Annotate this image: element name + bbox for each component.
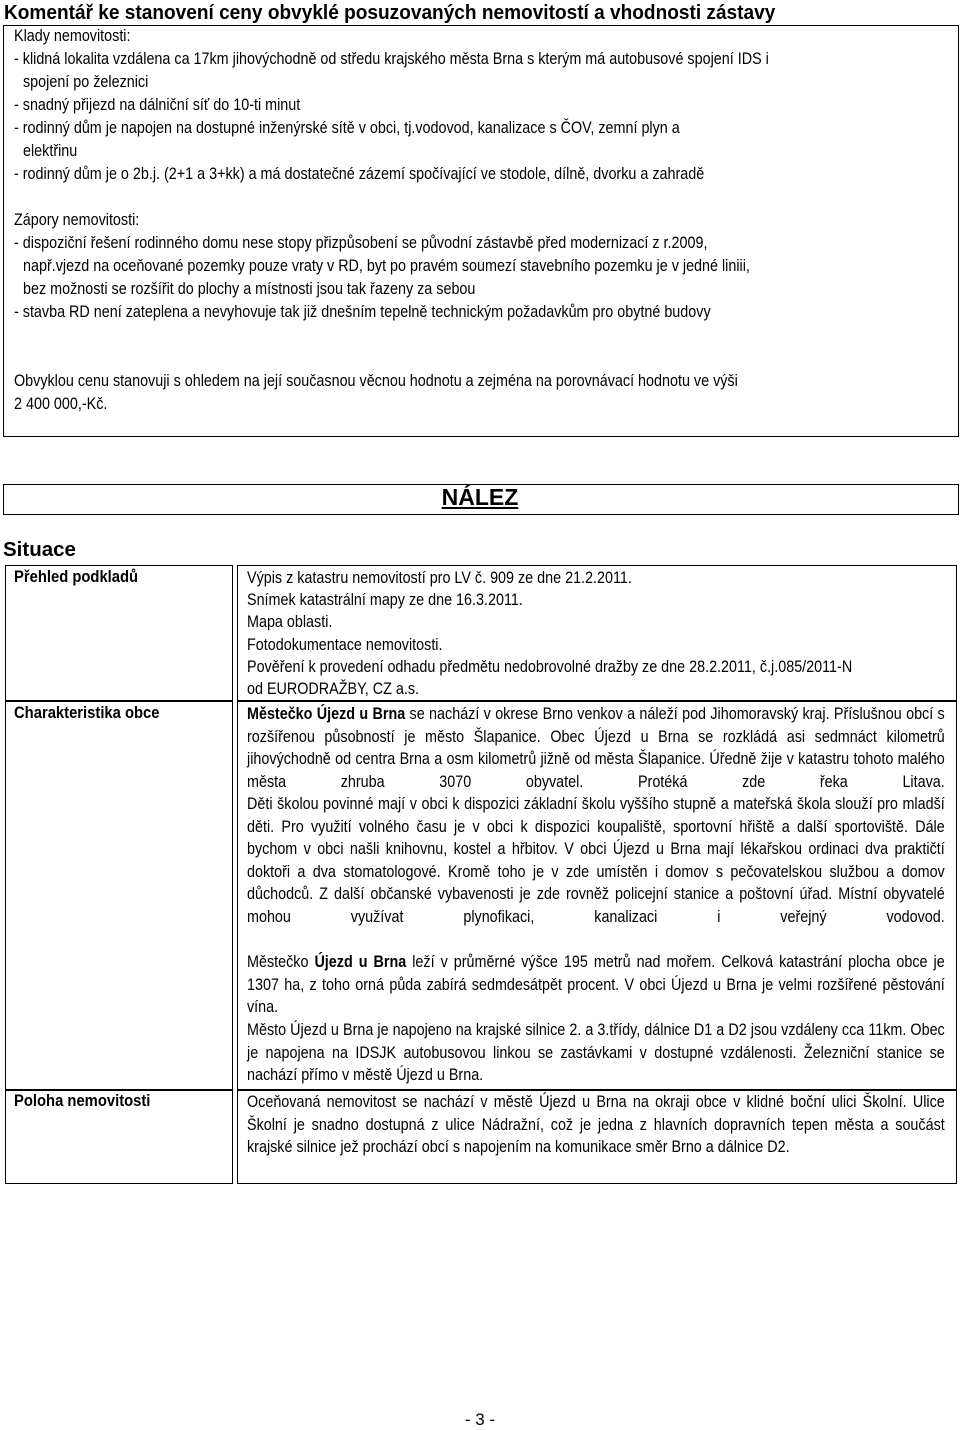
pros-item-continued: elektřinu [23, 142, 78, 160]
municipality-paragraph: Městečko Újezd u Brna leží v průměrné výšce 195 metrů nad mořem. Celková katastrání plocha obce je 1307 ha, z toho orná půda zabírá sedmdesátpět procent. V obci Újezd u Brna je velmi rozšířené pěstování vína. [247, 953, 945, 1016]
sources-item: Snímek katastrální mapy ze dne 16.3.2011. [247, 591, 523, 609]
location-paragraph: Oceňovaná nemovitost se nachází v městě Újezd u Brna na okraji obce v klidné boční ulici Školní. Ulice Školní je snadno dostupná z ulice Nádražní, což je jedna z hlavních dopravních tepen města a součást krajské silnice jež prochází obcí s napojením na komunikace směr Brno a dálnice D2. [247, 1093, 945, 1156]
price-value: 2 400 000,-Kč. [14, 395, 108, 413]
cons-item-continued: např.vjezd na oceňované pozemky pouze vraty v RD, byt po pravém soumezí stavebního pozemku je v jedné liniii, [23, 257, 750, 275]
municipality-label: Charakteristika obce [14, 703, 160, 722]
price-statement: Obvyklou cenu stanovuji s ohledem na její současnou věcnou hodnotu a zejména na porovnávací hodnotu ve výši [14, 372, 738, 390]
sources-item: Fotodokumentace nemovitosti. [247, 636, 443, 654]
cons-item-continued: bez možnosti se rozšířit do plochy a místnosti jsou tak řazeny za sebou [23, 280, 476, 298]
pros-item: - rodinný dům je napojen na dostupné inženýrské sítě v obci, tj.vodovod, kanalizace s ČOV, zemní plyn a [14, 119, 680, 137]
municipality-label-cell [5, 701, 233, 1090]
cons-heading: Zápory nemovitosti: [14, 211, 140, 229]
sources-label: Přehled podkladů [14, 567, 139, 586]
situace-title: Situace [3, 538, 76, 561]
page-number: - 3 - [464, 1410, 496, 1429]
pros-heading: Klady nemovitosti: [14, 27, 131, 45]
municipality-paragraph: Město Újezd u Brna je napojeno na krajské silnice 2. a 3.třídy, dálnice D1 a D2 jsou vzdáleny cca 11km. Obec je napojena na IDSJK autobusovou linkou se zastávkami v dostupné vzdálenosti. Železniční stanice se nachází přímo v městě Újezd u Brna. [247, 1021, 945, 1084]
town-name: Újezd u Brna [314, 953, 407, 971]
cons-item: - stavba RD není zateplena a nevyhovuje tak již dnešním tepelně technickým požadavkům pro obytné budovy [14, 303, 711, 321]
municipality-paragraph: Městečko Újezd u Brna se nachází v okrese Brno venkov a náleží pod Jihomoravský kraj. Příslušnou obcí s rozšířenou působností je město Šlapanice. Obec Újezd u Brna se rozkládá asi sedmnáct kilometrů jihovýchodně od centra Brna a osm kilometrů jižně od města Šlapanice. Úředně žije v katastru tohoto malého města zhruba 3070 obyvatel. Protéká zde řeka Litava. [247, 705, 945, 791]
pros-item: - rodinný dům je o 2b.j. (2+1 a 3+kk) a má dostatečné zázemí spočívající ve stodole, dílně, dvorku a zahradě [14, 165, 705, 183]
sources-item: Mapa oblasti. [247, 613, 333, 631]
cons-item: - dispoziční řešení rodinného domu nese stopy přizpůsobení se původní zástavbě před modernizací z r.2009, [14, 234, 708, 252]
sources-item: Pověření k provedení odhadu předmětu nedobrovolné dražby ze dne 28.2.2011, č.j.085/2011-N [247, 658, 853, 676]
nalez-title: NÁLEZ [441, 484, 519, 510]
pros-item: - klidná lokalita vzdálena ca 17km jihovýchodně od středu krajského města Brna s kterým má autobusové spojení IDS i [14, 50, 769, 68]
sources-item: od EURODRAŽBY, CZ a.s. [247, 680, 420, 698]
pros-item-continued: spojení po železnici [23, 73, 149, 91]
municipality-paragraph: Děti školou povinné mají v obci k dispozici základní školu vyššího stupně a mateřská škola slouží pro mladší děti. Pro využití volného času je v obci k dispozici koupaliště, sportovní hřiště a další sportoviště. Dále bychom v obci našli knihovnu, kostel a hřbitov. V obci Újezd u Brna mají lékařskou ordinaci dva praktičtí doktoři a dva stomatologové. Kromě toho je v zde umístěn i domov s pečovatelskou službou a domov důchodců. Z další občanské vybavenosti je zde rovněž policejní stanice a poštovní úřad. Místní obyvatelé mohou využívat plynofikaci, kanalizaci i veřejný vodovod. [247, 795, 945, 926]
location-label: Poloha nemovitosti [14, 1091, 151, 1110]
sources-item: Výpis z katastru nemovitostí pro LV č. 909 ze dne 21.2.2011. [247, 569, 632, 587]
comment-title: Komentář ke stanovení ceny obvyklé posuzovaných nemovitostí a vhodnosti zástavy [4, 1, 776, 24]
pros-item: - snadný přijezd na dálniční síť do 10-ti minut [14, 96, 301, 114]
town-name: Městečko Újezd u Brna [247, 705, 406, 723]
